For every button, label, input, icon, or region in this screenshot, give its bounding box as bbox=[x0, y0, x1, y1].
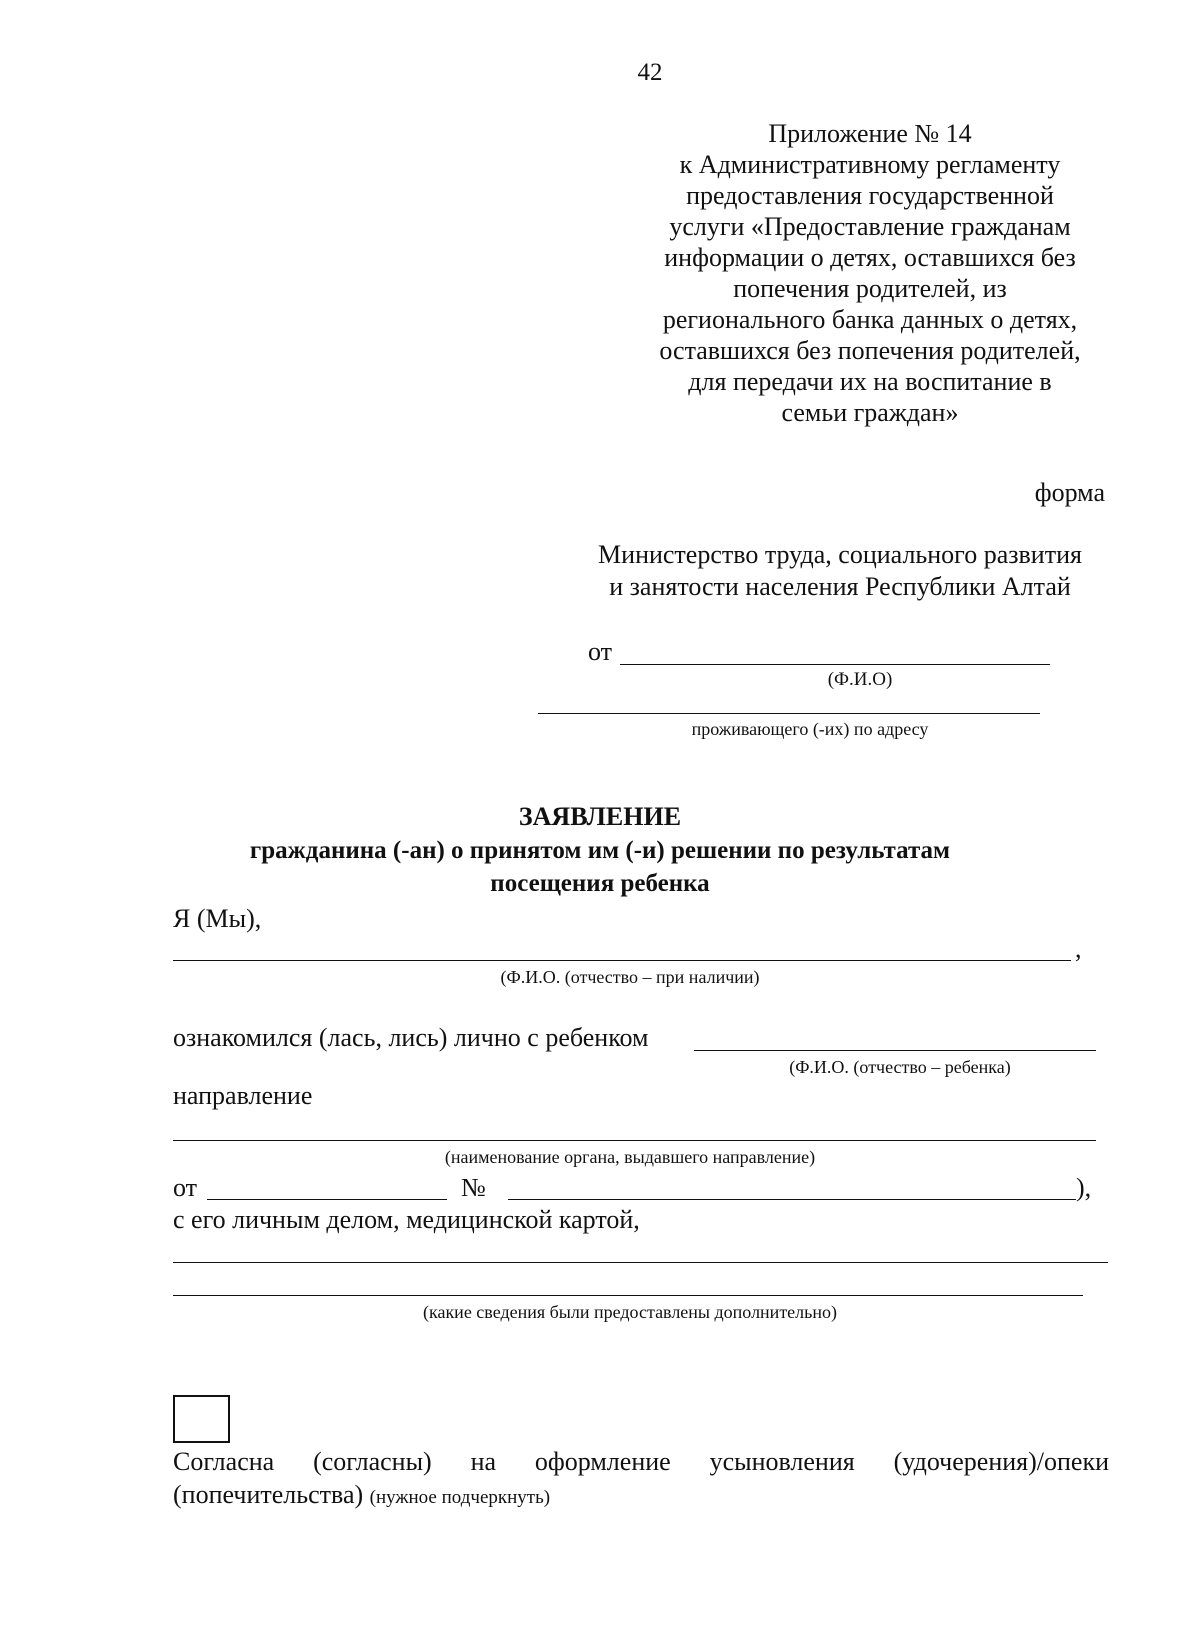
i-we-label: Я (Мы), bbox=[173, 904, 262, 933]
direction-organ-field[interactable] bbox=[173, 1140, 1096, 1141]
citizen-fio-field[interactable] bbox=[173, 960, 1071, 961]
direction-date-field[interactable] bbox=[207, 1199, 447, 1200]
personal-file-label: с его личным делом, медицинской картой, bbox=[173, 1205, 640, 1234]
child-fio-field[interactable] bbox=[694, 1050, 1096, 1051]
consent-line-2 bbox=[173, 1480, 550, 1510]
applicant-address-field[interactable] bbox=[538, 713, 1040, 714]
consent-checkbox[interactable] bbox=[173, 1395, 230, 1443]
appendix-line-3: предоставления государственной bbox=[686, 181, 1054, 210]
appendix-line-2: к Административному регламенту bbox=[679, 150, 1061, 179]
direction-label: направление bbox=[173, 1081, 313, 1110]
direction-number-label: № bbox=[461, 1173, 486, 1202]
page-number: 42 bbox=[637, 59, 663, 86]
extra-info-caption: (какие сведения были предоставлены дополнительно) bbox=[422, 1302, 837, 1322]
addressee-line-2: и занятости населения Республики Алтай bbox=[609, 572, 1071, 601]
direction-date-label: от bbox=[173, 1173, 198, 1202]
document-subtitle-line-1: гражданина (-ан) о принятом им (-и) решении по результатам bbox=[249, 837, 951, 864]
fio-comma: , bbox=[1075, 934, 1082, 963]
appendix-line-4: услуги «Предоставление гражданам bbox=[669, 212, 1071, 241]
citizen-fio-caption: (Ф.И.О. (отчество – при наличии) bbox=[500, 967, 760, 987]
appendix-line-9: для передачи их на воспитание в bbox=[688, 367, 1052, 396]
consent-line-1: Согласна (согласны) на оформление усыновления (удочерения)/опеки bbox=[173, 1447, 1109, 1476]
appendix-header bbox=[640, 118, 1100, 428]
extra-info-field-2[interactable] bbox=[173, 1295, 1083, 1296]
direction-number-field[interactable] bbox=[508, 1199, 1076, 1200]
appendix-line-8: оставшихся без попечения родителей, bbox=[659, 336, 1081, 365]
document-title: ЗАЯВЛЕНИЕ bbox=[518, 802, 682, 831]
consent-underline-note: (нужное подчеркнуть) bbox=[369, 1487, 551, 1508]
addressee-from-label: от bbox=[588, 637, 613, 666]
direction-closing-paren: ), bbox=[1076, 1173, 1092, 1202]
applicant-fio-field[interactable] bbox=[620, 664, 1050, 665]
acquainted-label: ознакомился (лась, лись) лично с ребенком bbox=[173, 1023, 649, 1052]
direction-organ-caption: (наименование органа, выдавшего направление) bbox=[444, 1147, 816, 1167]
addressee-line-1: Министерство труда, социального развития bbox=[598, 540, 1082, 569]
applicant-fio-caption: (Ф.И.О) bbox=[827, 669, 893, 690]
form-label: форма bbox=[1034, 478, 1105, 507]
appendix-line-6: попечения родителей, из bbox=[733, 274, 1007, 303]
child-fio-caption: (Ф.И.О. (отчество – ребенка) bbox=[789, 1057, 1011, 1077]
appendix-line-7: регионального банка данных о детях, bbox=[662, 305, 1078, 334]
appendix-line-1: Приложение № 14 bbox=[768, 119, 972, 148]
appendix-line-5: информации о детях, оставшихся без bbox=[664, 243, 1076, 272]
consent-line-2-main: (попечительства) bbox=[173, 1480, 364, 1509]
extra-info-field-1[interactable] bbox=[173, 1262, 1108, 1263]
applicant-address-caption: проживающего (-их) по адресу bbox=[691, 719, 929, 739]
document-subtitle-line-2: посещения ребенка bbox=[490, 870, 710, 897]
appendix-line-10: семьи граждан» bbox=[781, 398, 959, 427]
